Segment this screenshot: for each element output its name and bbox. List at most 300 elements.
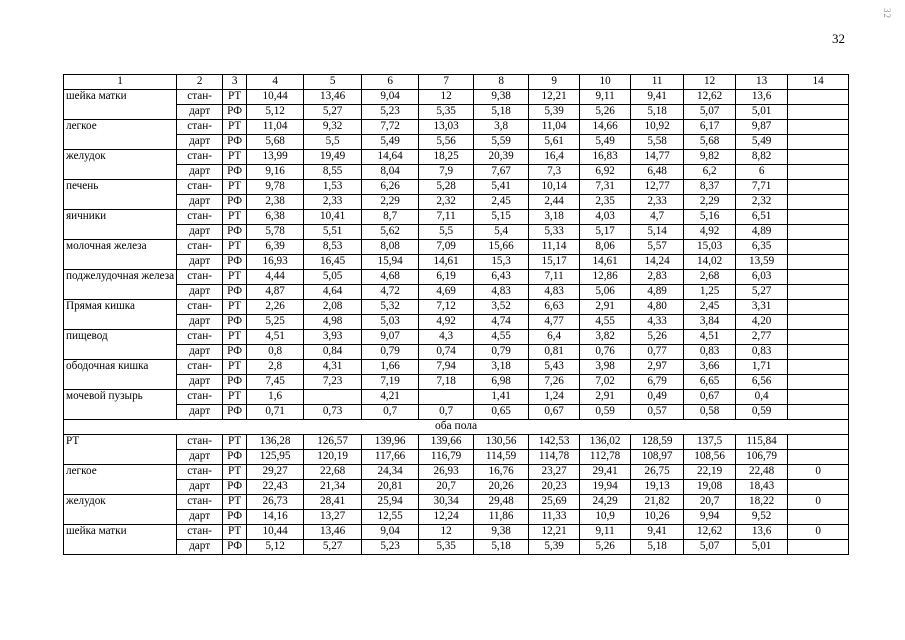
value-cell: 4,69	[419, 285, 474, 300]
value-cell: 2,8	[247, 360, 304, 375]
value-cell: 116,79	[419, 450, 474, 465]
row-type: РФ	[223, 345, 247, 360]
value-cell: 0,79	[474, 345, 529, 360]
organ-name: шейка матки	[64, 525, 177, 555]
value-cell: 12,86	[580, 270, 631, 285]
value-cell: 21,34	[304, 480, 362, 495]
value-cell: 117,66	[362, 450, 419, 465]
value-cell: 3,52	[474, 300, 529, 315]
value-cell: 16,93	[247, 255, 304, 270]
header-row	[64, 75, 849, 90]
value-cell: 5,26	[580, 105, 631, 120]
value-cell	[304, 390, 362, 405]
row-type: РФ	[223, 255, 247, 270]
value-cell: 28,41	[304, 495, 362, 510]
value-cell: 5,07	[684, 105, 736, 120]
value-cell: 7,72	[362, 120, 419, 135]
organ-name: молочная железа	[64, 240, 177, 270]
value-cell: 9,38	[474, 525, 529, 540]
value-cell: 9,82	[684, 150, 736, 165]
standard-label: стан-	[177, 525, 223, 540]
value-cell: 2,32	[736, 195, 788, 210]
value-cell: 10,9	[580, 510, 631, 525]
standard-label: дарт	[177, 135, 223, 150]
value-cell: 24,29	[580, 495, 631, 510]
row-type: РФ	[223, 540, 247, 555]
standard-label: стан-	[177, 330, 223, 345]
value-cell: 114,59	[474, 450, 529, 465]
value-cell: 15,17	[529, 255, 580, 270]
header-cell: 13	[736, 75, 788, 90]
value-cell: 0,74	[419, 345, 474, 360]
value-cell: 22,48	[736, 465, 788, 480]
value-cell: 0,57	[631, 405, 684, 420]
section-title: оба пола	[64, 420, 849, 435]
organ-name: яичники	[64, 210, 177, 240]
table-row	[64, 375, 849, 390]
value-cell: 3,98	[580, 360, 631, 375]
value-cell: 12,24	[419, 510, 474, 525]
value-cell: 4,87	[247, 285, 304, 300]
value-cell: 8,37	[684, 180, 736, 195]
row-type: РФ	[223, 450, 247, 465]
value-cell: 6,63	[529, 300, 580, 315]
row-type: РТ	[223, 330, 247, 345]
value-cell: 6,26	[362, 180, 419, 195]
value-cell: 1,25	[684, 285, 736, 300]
value-cell: 3,93	[304, 330, 362, 345]
value-cell	[419, 390, 474, 405]
value-cell: 5,03	[362, 315, 419, 330]
value-cell: 115,84	[736, 435, 788, 450]
standard-label: стан-	[177, 390, 223, 405]
value-cell: 1,53	[304, 180, 362, 195]
value-cell: 3,18	[529, 210, 580, 225]
header-cell: 4	[247, 75, 304, 90]
table-row	[64, 450, 849, 465]
standard-label: дарт	[177, 510, 223, 525]
value-cell: 4,44	[247, 270, 304, 285]
value-cell: 20,81	[362, 480, 419, 495]
value-cell: 9,11	[580, 90, 631, 105]
value-cell	[788, 390, 849, 405]
value-cell: 25,69	[529, 495, 580, 510]
value-cell: 128,59	[631, 435, 684, 450]
value-cell: 5,61	[529, 135, 580, 150]
value-cell: 0,59	[580, 405, 631, 420]
value-cell: 13,99	[247, 150, 304, 165]
value-cell: 106,79	[736, 450, 788, 465]
value-cell: 2,33	[631, 195, 684, 210]
table-row	[64, 435, 849, 450]
row-type: РТ	[223, 240, 247, 255]
table-row	[64, 360, 849, 375]
value-cell: 2,26	[247, 300, 304, 315]
value-cell: 19,49	[304, 150, 362, 165]
value-cell: 2,77	[736, 330, 788, 345]
value-cell: 5,39	[529, 540, 580, 555]
standard-label: дарт	[177, 165, 223, 180]
value-cell	[788, 120, 849, 135]
standard-label: дарт	[177, 255, 223, 270]
value-cell: 10,44	[247, 525, 304, 540]
value-cell: 4,98	[304, 315, 362, 330]
value-cell	[788, 360, 849, 375]
value-cell: 6,35	[736, 240, 788, 255]
value-cell	[788, 270, 849, 285]
header-cell: 12	[684, 75, 736, 90]
value-cell: 5,35	[419, 105, 474, 120]
value-cell: 5,59	[474, 135, 529, 150]
value-cell: 4,89	[631, 285, 684, 300]
table-row	[64, 135, 849, 150]
value-cell: 5,49	[736, 135, 788, 150]
value-cell: 8,82	[736, 150, 788, 165]
value-cell: 16,45	[304, 255, 362, 270]
value-cell: 0,83	[736, 345, 788, 360]
value-cell: 2,45	[684, 300, 736, 315]
value-cell: 5,51	[304, 225, 362, 240]
row-type: РФ	[223, 315, 247, 330]
value-cell: 7,02	[580, 375, 631, 390]
value-cell: 9,41	[631, 90, 684, 105]
value-cell: 26,75	[631, 465, 684, 480]
value-cell: 2,33	[304, 195, 362, 210]
standard-label: дарт	[177, 480, 223, 495]
row-type: РФ	[223, 480, 247, 495]
value-cell: 12,21	[529, 90, 580, 105]
organ-name: желудок	[64, 495, 177, 525]
row-type: РТ	[223, 390, 247, 405]
value-cell: 18,25	[419, 150, 474, 165]
standard-label: стан-	[177, 435, 223, 450]
value-cell	[788, 405, 849, 420]
value-cell: 4,92	[684, 225, 736, 240]
row-type: РФ	[223, 375, 247, 390]
value-cell: 2,29	[684, 195, 736, 210]
standard-label: стан-	[177, 120, 223, 135]
value-cell: 7,71	[736, 180, 788, 195]
page-number: 32	[832, 31, 845, 46]
header-cell: 7	[419, 75, 474, 90]
value-cell: 5,27	[304, 105, 362, 120]
value-cell: 6,56	[736, 375, 788, 390]
value-cell: 4,89	[736, 225, 788, 240]
value-cell: 6,92	[580, 165, 631, 180]
value-cell	[788, 135, 849, 150]
value-cell: 5,27	[304, 540, 362, 555]
value-cell	[788, 285, 849, 300]
value-cell: 4,80	[631, 300, 684, 315]
row-type: РТ	[223, 360, 247, 375]
header-cell: 8	[474, 75, 529, 90]
value-cell: 13,6	[736, 525, 788, 540]
value-cell: 26,93	[419, 465, 474, 480]
value-cell: 2,38	[247, 195, 304, 210]
value-cell: 5,4	[474, 225, 529, 240]
value-cell: 4,31	[304, 360, 362, 375]
value-cell	[788, 210, 849, 225]
value-cell: 139,66	[419, 435, 474, 450]
value-cell: 5,05	[304, 270, 362, 285]
value-cell: 14,24	[631, 255, 684, 270]
value-cell: 0,79	[362, 345, 419, 360]
table-row	[64, 195, 849, 210]
value-cell: 6,38	[247, 210, 304, 225]
value-cell	[788, 450, 849, 465]
value-cell: 7,12	[419, 300, 474, 315]
value-cell: 9,94	[684, 510, 736, 525]
table-row	[64, 480, 849, 495]
value-cell: 3,8	[474, 120, 529, 135]
value-cell: 4,77	[529, 315, 580, 330]
value-cell: 19,08	[684, 480, 736, 495]
value-cell: 20,23	[529, 480, 580, 495]
corner-mark: 32	[882, 8, 892, 19]
header-cell: 11	[631, 75, 684, 90]
value-cell: 8,53	[304, 240, 362, 255]
value-cell	[788, 540, 849, 555]
value-cell: 6,17	[684, 120, 736, 135]
standard-label: дарт	[177, 375, 223, 390]
row-type: РФ	[223, 165, 247, 180]
value-cell: 8,08	[362, 240, 419, 255]
value-cell	[788, 165, 849, 180]
value-cell: 137,5	[684, 435, 736, 450]
value-cell: 0	[788, 465, 849, 480]
value-cell: 0,83	[684, 345, 736, 360]
value-cell: 6,39	[247, 240, 304, 255]
value-cell: 5,25	[247, 315, 304, 330]
organ-name: легкое	[64, 120, 177, 150]
value-cell: 13,59	[736, 255, 788, 270]
value-cell: 2,44	[529, 195, 580, 210]
table-row	[64, 525, 849, 540]
value-cell: 15,94	[362, 255, 419, 270]
value-cell: 4,33	[631, 315, 684, 330]
value-cell: 20,7	[419, 480, 474, 495]
value-cell: 7,94	[419, 360, 474, 375]
row-type: РФ	[223, 135, 247, 150]
row-type: РТ	[223, 150, 247, 165]
value-cell: 22,68	[304, 465, 362, 480]
value-cell: 0,7	[419, 405, 474, 420]
data-table	[63, 74, 849, 555]
table-row	[64, 330, 849, 345]
organ-name: Прямая кишка	[64, 300, 177, 330]
value-cell: 114,78	[529, 450, 580, 465]
value-cell	[788, 330, 849, 345]
value-cell: 13,46	[304, 525, 362, 540]
value-cell: 12	[419, 525, 474, 540]
value-cell: 15,03	[684, 240, 736, 255]
value-cell: 5,16	[684, 210, 736, 225]
value-cell: 5,57	[631, 240, 684, 255]
value-cell: 7,26	[529, 375, 580, 390]
value-cell: 20,39	[474, 150, 529, 165]
value-cell: 3,18	[474, 360, 529, 375]
standard-label: дарт	[177, 345, 223, 360]
value-cell: 26,73	[247, 495, 304, 510]
value-cell: 30,34	[419, 495, 474, 510]
table-row	[64, 405, 849, 420]
value-cell: 5,33	[529, 225, 580, 240]
value-cell: 5,18	[474, 105, 529, 120]
header-cell: 2	[177, 75, 223, 90]
value-cell: 4,55	[474, 330, 529, 345]
value-cell: 2,68	[684, 270, 736, 285]
value-cell: 7,11	[529, 270, 580, 285]
value-cell: 11,14	[529, 240, 580, 255]
table-row	[64, 105, 849, 120]
value-cell: 5,78	[247, 225, 304, 240]
value-cell: 10,92	[631, 120, 684, 135]
standard-label: дарт	[177, 195, 223, 210]
standard-label: стан-	[177, 300, 223, 315]
value-cell: 0,49	[631, 390, 684, 405]
table-row	[64, 120, 849, 135]
value-cell: 2,97	[631, 360, 684, 375]
organ-name: пищевод	[64, 330, 177, 360]
value-cell: 6,51	[736, 210, 788, 225]
header-cell: 1	[64, 75, 177, 90]
table-row	[64, 150, 849, 165]
value-cell: 1,66	[362, 360, 419, 375]
value-cell: 5,39	[529, 105, 580, 120]
value-cell: 13,03	[419, 120, 474, 135]
value-cell: 6,98	[474, 375, 529, 390]
value-cell: 5,28	[419, 180, 474, 195]
value-cell: 2,45	[474, 195, 529, 210]
value-cell: 7,31	[580, 180, 631, 195]
value-cell: 12,55	[362, 510, 419, 525]
value-cell: 24,34	[362, 465, 419, 480]
value-cell: 14,61	[419, 255, 474, 270]
table-row	[64, 315, 849, 330]
value-cell: 7,45	[247, 375, 304, 390]
value-cell: 108,56	[684, 450, 736, 465]
value-cell: 5,56	[419, 135, 474, 150]
value-cell: 4,51	[247, 330, 304, 345]
value-cell: 5,15	[474, 210, 529, 225]
value-cell: 9,16	[247, 165, 304, 180]
table-row	[64, 300, 849, 315]
value-cell: 16,83	[580, 150, 631, 165]
value-cell: 12,77	[631, 180, 684, 195]
value-cell: 4,92	[419, 315, 474, 330]
value-cell: 5,01	[736, 105, 788, 120]
table-row	[64, 390, 849, 405]
value-cell: 108,97	[631, 450, 684, 465]
value-cell: 5,41	[474, 180, 529, 195]
value-cell: 4,83	[529, 285, 580, 300]
value-cell: 8,7	[362, 210, 419, 225]
value-cell: 5,43	[529, 360, 580, 375]
value-cell: 6,4	[529, 330, 580, 345]
value-cell: 13,6	[736, 90, 788, 105]
value-cell: 9,52	[736, 510, 788, 525]
value-cell: 0,84	[304, 345, 362, 360]
value-cell: 2,35	[580, 195, 631, 210]
value-cell: 4,68	[362, 270, 419, 285]
row-type: РФ	[223, 405, 247, 420]
value-cell: 2,83	[631, 270, 684, 285]
row-type: РФ	[223, 285, 247, 300]
value-cell: 4,3	[419, 330, 474, 345]
value-cell: 1,6	[247, 390, 304, 405]
value-cell: 7,09	[419, 240, 474, 255]
value-cell: 6,2	[684, 165, 736, 180]
value-cell: 9,04	[362, 90, 419, 105]
table-row	[64, 540, 849, 555]
value-cell: 4,21	[362, 390, 419, 405]
value-cell: 5,01	[736, 540, 788, 555]
value-cell	[788, 195, 849, 210]
value-cell: 2,91	[580, 300, 631, 315]
value-cell	[788, 345, 849, 360]
value-cell: 6,48	[631, 165, 684, 180]
value-cell: 21,82	[631, 495, 684, 510]
value-cell: 4,51	[684, 330, 736, 345]
header-cell: 10	[580, 75, 631, 90]
value-cell: 0	[788, 495, 849, 510]
value-cell: 25,94	[362, 495, 419, 510]
value-cell: 5,32	[362, 300, 419, 315]
table-row	[64, 345, 849, 360]
value-cell: 19,94	[580, 480, 631, 495]
row-type: РТ	[223, 465, 247, 480]
value-cell: 7,9	[419, 165, 474, 180]
value-cell: 7,3	[529, 165, 580, 180]
standard-label: стан-	[177, 240, 223, 255]
value-cell: 20,7	[684, 495, 736, 510]
value-cell: 112,78	[580, 450, 631, 465]
row-type: РТ	[223, 210, 247, 225]
standard-label: дарт	[177, 105, 223, 120]
value-cell: 126,57	[304, 435, 362, 450]
value-cell: 11,04	[247, 120, 304, 135]
table-row	[64, 255, 849, 270]
value-cell: 3,31	[736, 300, 788, 315]
table-row	[64, 285, 849, 300]
value-cell	[788, 90, 849, 105]
value-cell: 11,86	[474, 510, 529, 525]
standard-label: стан-	[177, 180, 223, 195]
value-cell: 9,07	[362, 330, 419, 345]
header-cell: 5	[304, 75, 362, 90]
value-cell: 5,49	[580, 135, 631, 150]
value-cell: 5,68	[684, 135, 736, 150]
header-cell: 3	[223, 75, 247, 90]
row-type: РТ	[223, 495, 247, 510]
standard-label: дарт	[177, 405, 223, 420]
value-cell: 3,84	[684, 315, 736, 330]
value-cell	[788, 150, 849, 165]
value-cell	[788, 180, 849, 195]
value-cell: 5,23	[362, 105, 419, 120]
organ-name: поджелудочная железа	[64, 270, 177, 300]
value-cell: 6,65	[684, 375, 736, 390]
value-cell	[788, 255, 849, 270]
value-cell: 23,27	[529, 465, 580, 480]
value-cell: 4,03	[580, 210, 631, 225]
value-cell: 5,17	[580, 225, 631, 240]
value-cell	[788, 435, 849, 450]
value-cell: 136,28	[247, 435, 304, 450]
row-type: РТ	[223, 435, 247, 450]
value-cell: 8,55	[304, 165, 362, 180]
row-type: РФ	[223, 225, 247, 240]
